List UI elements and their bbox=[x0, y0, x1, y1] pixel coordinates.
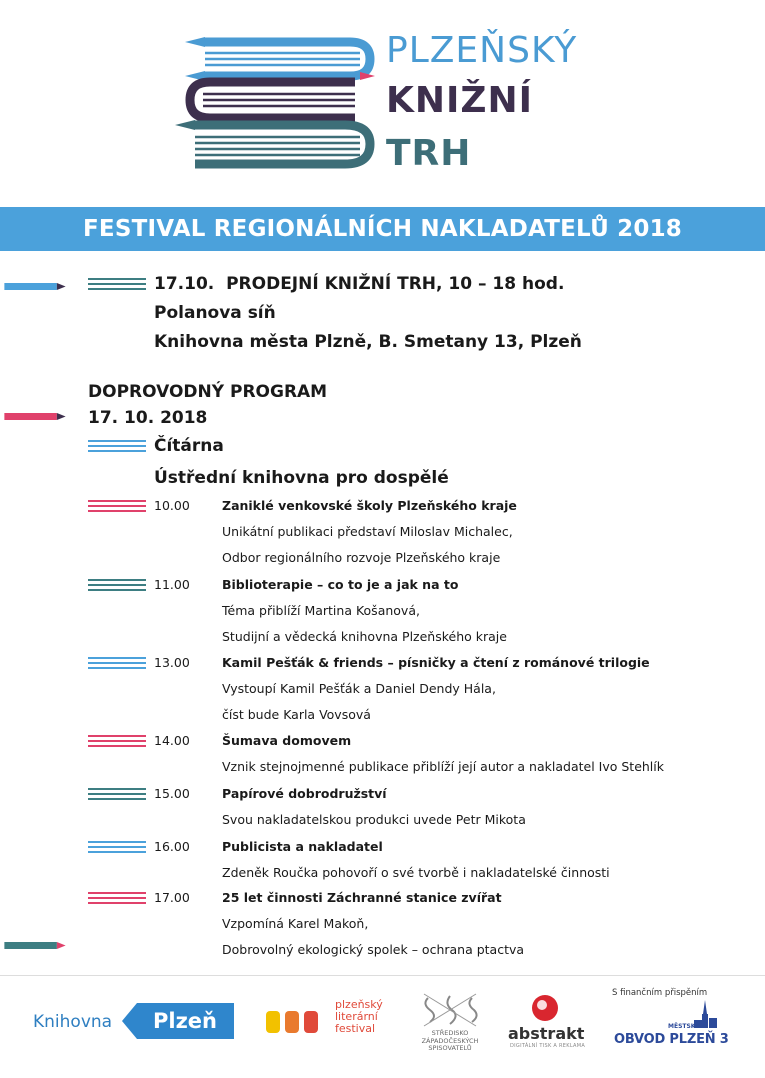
event-time: 17.00 bbox=[154, 890, 190, 905]
festival-banner: FESTIVAL REGIONÁLNÍCH NAKLADATELŮ 2018 bbox=[0, 207, 765, 251]
writers-center-text: STŘEDISKO ZÁPADOČESKÝCH SPISOVATELŮ bbox=[421, 1029, 479, 1052]
event-description: Vystoupí Kamil Pešťák a Daniel Dendy Hála, bbox=[222, 681, 496, 696]
event-description: Vznik stejnojmenné publikace přiblíží její autor a nakladatel Ivo Stehlík bbox=[222, 759, 664, 774]
stripes-icon bbox=[88, 657, 146, 671]
event-title: Šumava domovem bbox=[222, 733, 352, 748]
event-title: Zaniklé venkovské školy Plzeňského kraje bbox=[222, 498, 517, 513]
plzen-logo-arrow bbox=[122, 1003, 137, 1039]
pencil-teal-icon bbox=[0, 942, 70, 949]
event-title: Publicista a nakladatel bbox=[222, 839, 383, 854]
stripes-icon bbox=[88, 579, 146, 593]
pencil-pink-icon bbox=[0, 413, 70, 420]
event-description: Téma přiblíží Martina Košanová, bbox=[222, 603, 420, 618]
event-time: 15.00 bbox=[154, 786, 190, 801]
obvod-plzen-logo-text: OBVOD PLZEŇ 3 bbox=[614, 1032, 729, 1047]
program-date: 17. 10. 2018 bbox=[88, 408, 208, 428]
footer-divider bbox=[0, 975, 765, 976]
stripes-icon bbox=[88, 735, 146, 749]
fair-date: 17.10. bbox=[154, 274, 215, 294]
logo-line-3: TRH bbox=[386, 133, 472, 174]
mestsky-label: MĚSTSKÝ bbox=[668, 1023, 700, 1030]
event-description: Dobrovolný ekologický spolek – ochrana ptactva bbox=[222, 942, 525, 957]
program-heading: DOPROVODNÝ PROGRAM bbox=[88, 382, 328, 402]
event-description: Vzpomíná Karel Makoň, bbox=[222, 916, 369, 931]
abstrakt-subtitle: DIGITÁLNÍ TISK A REKLAMA bbox=[510, 1043, 586, 1049]
event-time: 11.00 bbox=[154, 577, 190, 592]
event-title: Kamil Pešťák & friends – písničky a čtení z románové trilogie bbox=[222, 655, 650, 670]
abstrakt-logo-icon bbox=[530, 993, 560, 1023]
writers-center-emblem-icon bbox=[420, 990, 480, 1030]
stripes-icon bbox=[88, 788, 146, 802]
event-description: Svou nakladatelskou produkci uvede Petr Mikota bbox=[222, 812, 526, 827]
program-venue: Čítárna bbox=[154, 436, 224, 456]
event-description: číst bude Karla Vovsová bbox=[222, 707, 371, 722]
fair-hours: , 10 – 18 hod. bbox=[436, 274, 565, 294]
event-description: Odbor regionálního rozvoje Plzeňského kraje bbox=[222, 550, 501, 565]
event-time: 10.00 bbox=[154, 498, 190, 513]
stripes-icon bbox=[88, 500, 146, 514]
fair-title: PRODEJNÍ KNIŽNÍ TRH bbox=[226, 274, 437, 294]
event-description: Zdeněk Roučka pohovoří o své tvorbě i nakladatelské činnosti bbox=[222, 865, 610, 880]
event-title: Biblioterapie – co to je a jak na to bbox=[222, 577, 459, 592]
book-logo-icon bbox=[165, 32, 380, 182]
fair-venue: Polanova síň bbox=[154, 303, 276, 323]
event-time: 16.00 bbox=[154, 839, 190, 854]
stripes-icon bbox=[88, 278, 146, 292]
literary-festival-quote-icon bbox=[266, 1005, 330, 1047]
program-library: Ústřední knihovna pro dospělé bbox=[154, 468, 449, 488]
literary-festival-text: plzeňský literární festival bbox=[335, 998, 383, 1035]
stripes-icon bbox=[88, 892, 146, 906]
event-time: 14.00 bbox=[154, 733, 190, 748]
financial-support-text: S finančním přispěním bbox=[612, 988, 708, 998]
event-title: Papírové dobrodružství bbox=[222, 786, 387, 801]
logo-line-1: PLZEŇSKÝ bbox=[386, 30, 578, 71]
event-title: 25 let činnosti Záchranné stanice zvířat bbox=[222, 890, 502, 905]
stripes-icon bbox=[88, 440, 146, 454]
fair-address: Knihovna města Plzně, B. Smetany 13, Plzeň bbox=[154, 332, 582, 352]
abstrakt-logo-text: abstrakt bbox=[508, 1024, 585, 1043]
logo-line-2: KNIŽNÍ bbox=[386, 80, 534, 121]
knihovna-logo-text: Knihovna bbox=[33, 1012, 113, 1032]
pencil-blue-icon bbox=[0, 283, 70, 290]
event-description: Studijní a vědecká knihovna Plzeňského kraje bbox=[222, 629, 507, 644]
plzen-logo-text: Plzeň bbox=[137, 1003, 234, 1039]
event-description: Unikátní publikaci představí Miloslav Michalec, bbox=[222, 524, 513, 539]
event-time: 13.00 bbox=[154, 655, 190, 670]
stripes-icon bbox=[88, 841, 146, 855]
fair-headline bbox=[154, 274, 564, 294]
